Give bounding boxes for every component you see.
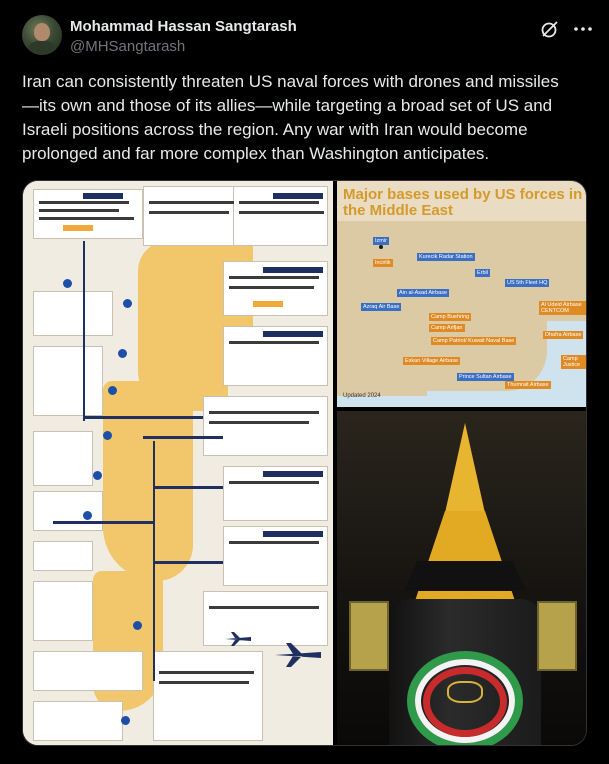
connector-line — [153, 441, 155, 681]
base-label: Kurecik Radar Station — [419, 254, 473, 260]
avatar-body — [28, 41, 56, 55]
author-name[interactable]: Mohammad Hassan Sangtarash — [70, 18, 297, 35]
location-dot — [133, 621, 142, 630]
connector-line — [153, 486, 223, 489]
base-label: Izmir — [375, 238, 387, 244]
base-label: Ain al-Asad Airbase — [399, 290, 447, 296]
tweet-text: Iran can consistently threaten US naval forces with drones and missiles —its own and those of its allies—while targeting a broad set of US and Israeli positions across the region. Any war with Iran would become prolonged and far more complex than Washington anticipates. — [22, 72, 559, 163]
text-line — [149, 211, 229, 214]
info-tag — [253, 301, 283, 307]
text-line — [239, 211, 324, 214]
info-box — [33, 291, 113, 336]
text-line — [159, 671, 254, 674]
media-grid[interactable] — [22, 180, 587, 746]
base-label: Azraq Air Base — [363, 304, 400, 310]
info-box — [33, 346, 103, 416]
info-tag — [83, 193, 123, 199]
text-line — [229, 341, 319, 344]
location-dot — [108, 386, 117, 395]
text-line — [229, 286, 314, 289]
base-label: Erbil — [477, 270, 489, 276]
location-dot — [83, 511, 92, 520]
base-label: Incirlik — [375, 260, 391, 266]
base-label: Prince Sultan Airbase — [459, 374, 512, 380]
location-dot — [103, 431, 112, 440]
text-line — [239, 201, 319, 204]
base-label: Camp Patriot/ Kuwait Naval Base — [433, 338, 515, 344]
connector-line — [83, 241, 85, 421]
info-tag — [263, 471, 323, 477]
missile-image[interactable] — [337, 411, 587, 746]
base-dot — [379, 245, 383, 249]
text-line — [229, 541, 319, 544]
author-avatar[interactable] — [22, 15, 62, 55]
info-box — [33, 701, 123, 741]
author-handle[interactable]: @MHSangtarash — [70, 38, 186, 55]
info-box — [143, 186, 243, 246]
base-label: Thumrait Airbase — [507, 382, 549, 388]
base-label: US 5th Fleet HQ — [507, 280, 548, 286]
grok-icon[interactable] — [540, 19, 560, 39]
aircraft-icon — [223, 631, 253, 647]
launcher-clamp — [537, 601, 577, 671]
base-label: Eskan Village Airbase — [405, 358, 459, 364]
info-box — [33, 431, 93, 486]
launcher-clamp — [349, 601, 389, 671]
text-line — [209, 606, 319, 609]
location-dot — [63, 279, 72, 288]
text-line — [209, 421, 309, 424]
base-label: Camp Justice — [561, 355, 587, 369]
aircraft-icon — [273, 641, 323, 669]
missile-emblem — [447, 681, 483, 703]
infographic-image[interactable] — [23, 181, 333, 746]
map-title: Major bases used by US forces in the Middle East — [343, 186, 583, 219]
base-label: Camp Arifjan — [431, 325, 463, 331]
connector-line — [53, 521, 153, 524]
base-label: Dhafra Airbase — [545, 332, 582, 338]
info-tag — [63, 225, 93, 231]
base-label: Camp Buehring — [431, 314, 470, 320]
map-updated-label: Updated 2024 — [343, 393, 381, 399]
info-box — [33, 541, 93, 571]
text-line — [149, 201, 234, 204]
base-label: Al Udeid Airbase CENTCOM — [539, 301, 587, 315]
us-bases-map-image[interactable] — [337, 181, 587, 407]
location-dot — [93, 471, 102, 480]
missile-nose-cone — [445, 423, 485, 513]
location-dot — [118, 349, 127, 358]
info-tag — [263, 267, 323, 273]
info-box — [153, 651, 263, 741]
infographic-land-middle — [103, 381, 193, 581]
text-line — [39, 217, 134, 220]
location-dot — [121, 716, 130, 725]
missile-band — [397, 561, 533, 591]
connector-line — [83, 416, 203, 419]
text-line — [159, 681, 249, 684]
info-box — [33, 651, 143, 691]
text-line — [209, 411, 319, 414]
info-tag — [263, 531, 323, 537]
text-line — [39, 209, 119, 212]
text-line — [39, 201, 129, 204]
text-line — [229, 481, 319, 484]
connector-line — [143, 436, 223, 439]
info-tag — [273, 193, 323, 199]
info-box — [203, 591, 328, 646]
text-line — [229, 276, 319, 279]
info-box — [33, 491, 103, 531]
info-box — [203, 396, 328, 456]
avatar-face — [34, 23, 50, 41]
info-box — [33, 581, 93, 641]
location-dot — [123, 299, 132, 308]
more-icon[interactable] — [572, 22, 594, 36]
connector-line — [153, 561, 223, 564]
info-tag — [263, 331, 323, 337]
